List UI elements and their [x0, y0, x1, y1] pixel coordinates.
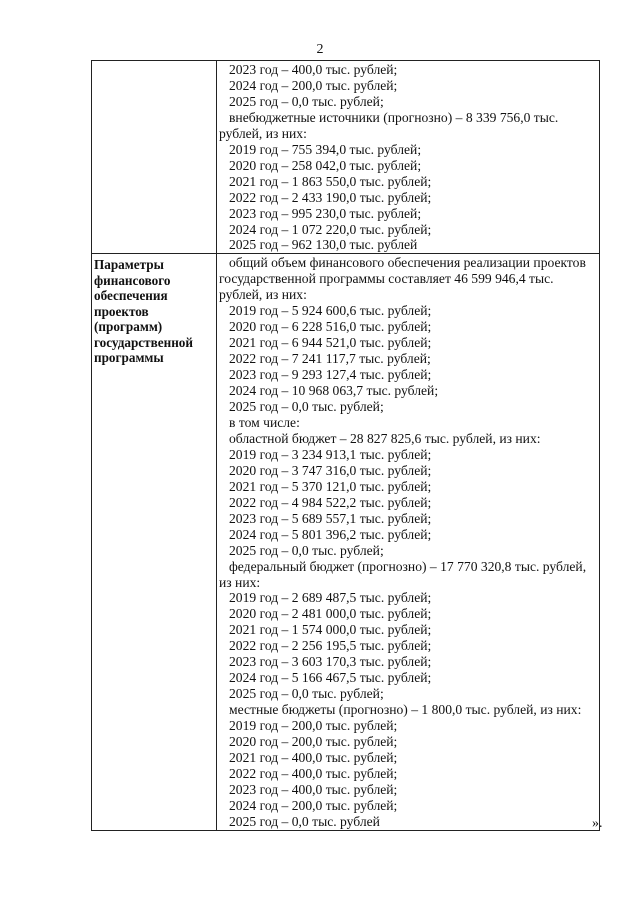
- text-line: 2019 год – 5 924 600,6 тыс. рублей;: [229, 303, 432, 319]
- text-line: 2023 год – 9 293 127,4 тыс. рублей;: [229, 367, 432, 383]
- text-line: 2022 год – 2 256 195,5 тыс. рублей;: [229, 638, 432, 654]
- text-line: 2022 год – 400,0 тыс. рублей;: [229, 765, 398, 781]
- text-line: 2021 год – 6 944 521,0 тыс. рублей;: [229, 335, 432, 351]
- text-line: 2020 год – 258 042,0 тыс. рублей;: [229, 157, 422, 173]
- text-line: 2020 год – 200,0 тыс. рублей;: [229, 734, 398, 750]
- row2-lines: [217, 254, 599, 829]
- page-number: 2: [316, 42, 324, 57]
- text-line: 2021 год – 400,0 тыс. рублей;: [229, 749, 398, 765]
- text-line: 2019 год – 3 234 913,1 тыс. рублей;: [229, 446, 432, 462]
- text-line: в том числе:: [229, 414, 300, 430]
- row2-label-cell: [92, 254, 217, 830]
- row1-lines: [217, 61, 599, 253]
- text-line: 2020 год – 3 747 316,0 тыс. рублей;: [229, 462, 432, 478]
- text-line: 2021 год – 1 574 000,0 тыс. рублей;: [229, 622, 432, 638]
- text-line: 2024 год – 1 072 220,0 тыс. рублей;: [229, 221, 432, 237]
- text-line: 2025 год – 0,0 тыс. рублей;: [229, 93, 384, 109]
- text-line: 2019 год – 755 394,0 тыс. рублей;: [229, 141, 422, 157]
- text-line: общий объем финансового обеспечения реализации проектов: [229, 255, 586, 271]
- table-row: [92, 61, 600, 254]
- text-line: 2023 год – 400,0 тыс. рублей;: [229, 781, 398, 797]
- text-line: федеральный бюджет (прогнозно) – 17 770 320,8 тыс. рублей,: [229, 558, 587, 574]
- text-line: 2024 год – 10 968 063,7 тыс. рублей;: [229, 383, 439, 399]
- text-line: 2024 год – 5 801 396,2 тыс. рублей;: [229, 526, 432, 542]
- text-line: 2019 год – 2 689 487,5 тыс. рублей;: [229, 590, 432, 606]
- financing-parameters-label: Параметры финансового обеспечения проектов (программ) государственной программы: [94, 257, 193, 366]
- text-line: 2021 год – 1 863 550,0 тыс. рублей;: [229, 173, 432, 189]
- row1-label-cell: [92, 61, 217, 254]
- row2-content-cell: [217, 254, 600, 830]
- text-line: 2020 год – 6 228 516,0 тыс. рублей;: [229, 319, 432, 335]
- text-line: 2025 год – 0,0 тыс. рублей: [229, 813, 380, 829]
- text-line: областной бюджет – 28 827 825,6 тыс. рублей, из них:: [229, 430, 541, 446]
- text-line: 2023 год – 400,0 тыс. рублей;: [229, 62, 398, 77]
- text-line: государственной программы составляет 46 599 946,4 тыс.: [219, 271, 554, 287]
- text-line: 2024 год – 5 166 467,5 тыс. рублей;: [229, 670, 432, 686]
- program-parameters-table: [91, 60, 600, 831]
- text-line: 2025 год – 0,0 тыс. рублей;: [229, 686, 384, 702]
- text-line: внебюджетные источники (прогнозно) – 8 339 756,0 тыс.: [229, 109, 559, 125]
- text-line: 2019 год – 200,0 тыс. рублей;: [229, 718, 398, 734]
- row1-content-cell: [217, 61, 600, 254]
- text-line: рублей, из них:: [219, 287, 307, 303]
- text-line: 2025 год – 0,0 тыс. рублей;: [229, 542, 384, 558]
- text-line: 2025 год – 0,0 тыс. рублей;: [229, 399, 384, 415]
- table-row: [92, 254, 600, 830]
- row1-label: [92, 61, 216, 64]
- text-line: 2023 год – 3 603 170,3 тыс. рублей;: [229, 654, 432, 670]
- text-line: 2022 год – 4 984 522,2 тыс. рублей;: [229, 494, 432, 510]
- text-line: из них:: [219, 574, 261, 590]
- closing-quote-mark: ».: [592, 816, 603, 831]
- text-line: 2022 год – 7 241 117,7 тыс. рублей;: [229, 351, 431, 367]
- text-line: рублей, из них:: [219, 125, 307, 141]
- text-line: 2024 год – 200,0 тыс. рублей;: [229, 797, 398, 813]
- text-line: местные бюджеты (прогнозно) – 1 800,0 тыс. рублей, из них:: [229, 702, 582, 718]
- text-line: 2025 год – 962 130,0 тыс. рублей: [229, 237, 418, 253]
- text-line: 2024 год – 200,0 тыс. рублей;: [229, 77, 398, 93]
- text-line: 2023 год – 5 689 557,1 тыс. рублей;: [229, 510, 432, 526]
- text-line: 2021 год – 5 370 121,0 тыс. рублей;: [229, 478, 432, 494]
- text-line: 2023 год – 995 230,0 тыс. рублей;: [229, 205, 422, 221]
- text-line: 2022 год – 2 433 190,0 тыс. рублей;: [229, 189, 432, 205]
- text-line: 2020 год – 2 481 000,0 тыс. рублей;: [229, 606, 432, 622]
